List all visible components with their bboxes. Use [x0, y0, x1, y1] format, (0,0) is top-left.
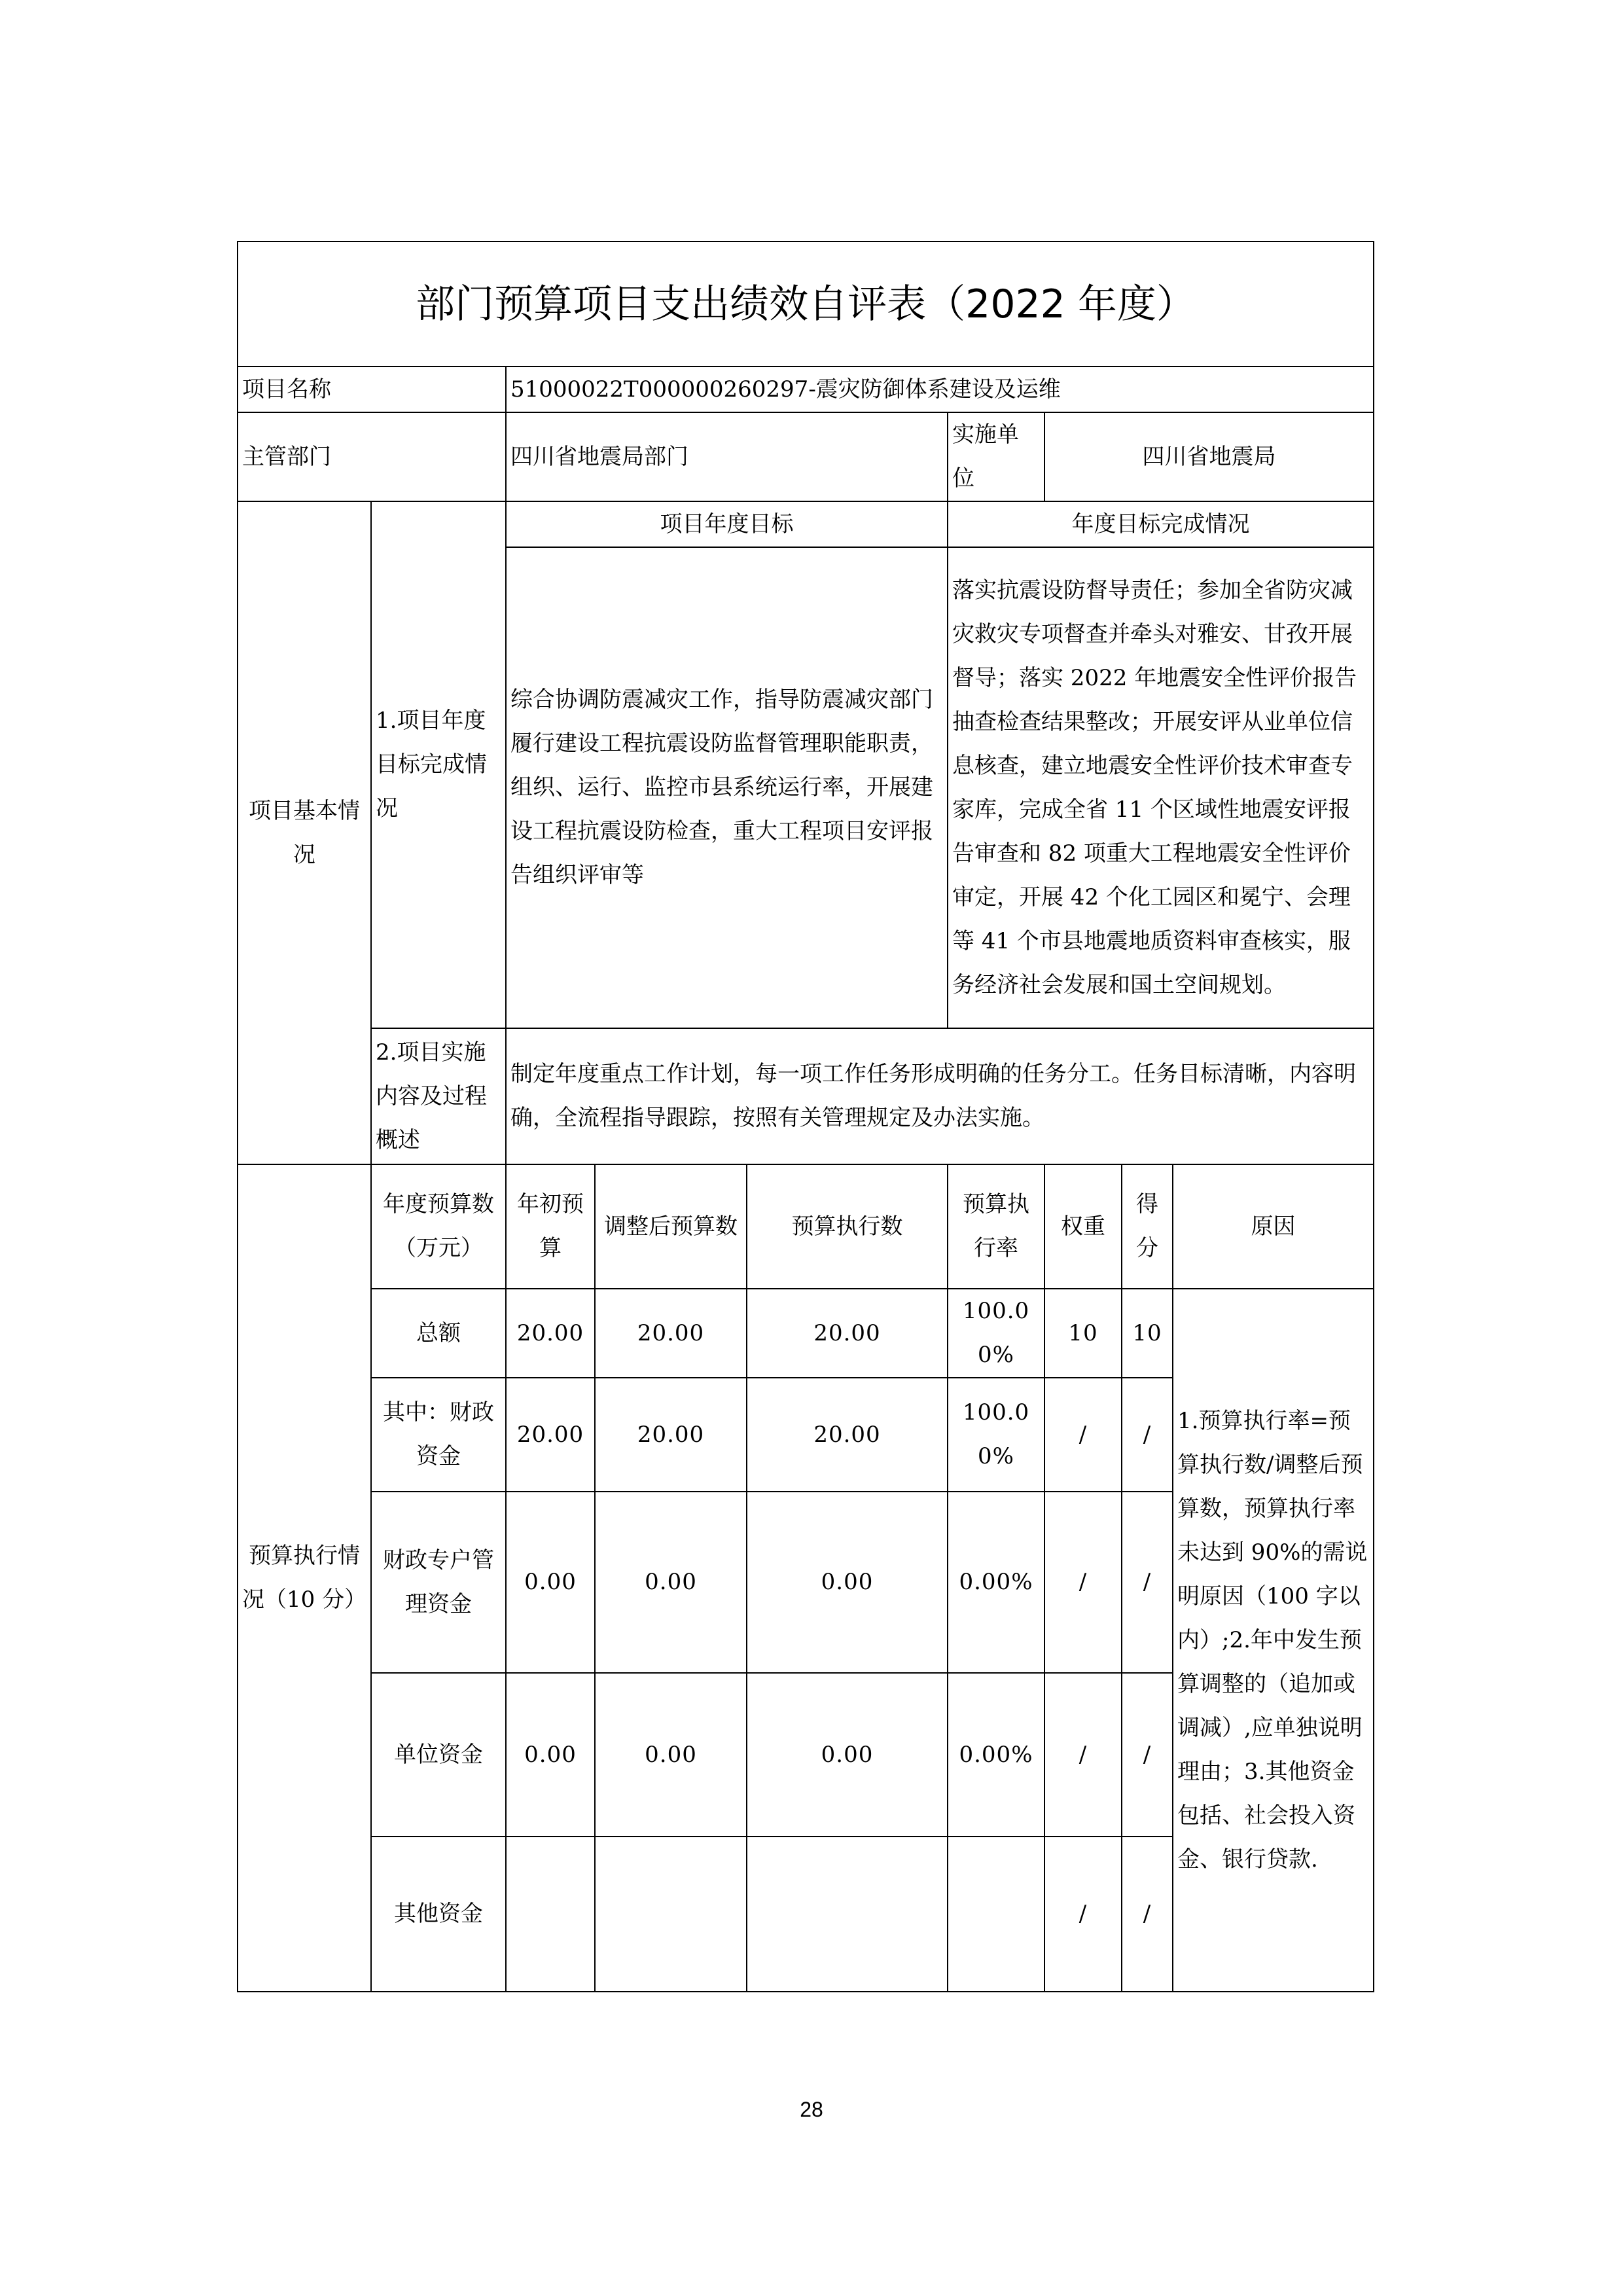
- row-executed: 20.00: [747, 1289, 948, 1378]
- row-weight: /: [1044, 1378, 1122, 1492]
- row-score: /: [1122, 1837, 1173, 1992]
- budget-header-reason: 原因: [1173, 1164, 1374, 1289]
- row-adjusted: 0.00: [595, 1492, 747, 1673]
- performance-evaluation-table: [237, 241, 1374, 1992]
- table-title: 部门预算项目支出绩效自评表（2022 年度）: [238, 242, 1374, 367]
- row-score: /: [1122, 1492, 1173, 1673]
- row-rate: 100.00%: [948, 1378, 1044, 1492]
- budget-header-rate: 预算执行率: [948, 1164, 1044, 1289]
- reason-text: 1.预算执行率=预算执行数/调整后预算数，预算执行率未达到 90%的需说明原因（100 字以内）;2.年中发生预算调整的（追加或调减）,应单独说明理由；3.其他资金包括、社会投入资金、银行贷款.: [1173, 1289, 1374, 1992]
- row-weight: /: [1044, 1837, 1122, 1992]
- goal-header: 项目年度目标: [506, 501, 948, 547]
- row-adjusted: 20.00: [595, 1289, 747, 1378]
- row-score: /: [1122, 1378, 1173, 1492]
- row-adjusted: [595, 1837, 747, 1992]
- dept-value: 四川省地震局部门: [506, 412, 948, 501]
- project-name-value: 51000022T000000260297-震灾防御体系建设及运维: [506, 367, 1374, 412]
- row-rate: 0.00%: [948, 1492, 1044, 1673]
- row-adjusted: 0.00: [595, 1673, 747, 1837]
- impl-unit-label: 实施单位: [948, 412, 1044, 501]
- row-weight: 10: [1044, 1289, 1122, 1378]
- impl-process-text: 制定年度重点工作计划，每一项工作任务形成明确的任务分工。任务目标清晰，内容明确，全流程指导跟踪，按照有关管理规定及办法实施。: [506, 1028, 1374, 1164]
- budget-header-adjusted: 调整后预算数: [595, 1164, 747, 1289]
- project-name-label: 项目名称: [238, 367, 506, 412]
- row-rate: [948, 1837, 1044, 1992]
- row-executed: 20.00: [747, 1378, 948, 1492]
- row-weight: /: [1044, 1673, 1122, 1837]
- row-label: 其中：财政资金: [371, 1378, 506, 1492]
- row-executed: 0.00: [747, 1673, 948, 1837]
- row-initial: 0.00: [506, 1492, 595, 1673]
- budget-header-weight: 权重: [1044, 1164, 1122, 1289]
- row-weight: /: [1044, 1492, 1122, 1673]
- budget-header-executed: 预算执行数: [747, 1164, 948, 1289]
- row-rate: 100.00%: [948, 1289, 1044, 1378]
- impl-process-label: 2.项目实施内容及过程概述: [371, 1028, 506, 1164]
- dept-label: 主管部门: [238, 412, 506, 501]
- row-score: 10: [1122, 1289, 1173, 1378]
- impl-unit-value: 四川省地震局: [1044, 412, 1374, 501]
- row-label: 总额: [371, 1289, 506, 1378]
- budget-header-initial: 年初预算: [506, 1164, 595, 1289]
- row-label: 财政专户管理资金: [371, 1492, 506, 1673]
- row-initial: 20.00: [506, 1378, 595, 1492]
- row-label: 其他资金: [371, 1837, 506, 1992]
- page-number: 28: [800, 2098, 823, 2121]
- row-rate: 0.00%: [948, 1673, 1044, 1837]
- row-initial: 20.00: [506, 1289, 595, 1378]
- budget-section-label: 预算执行情况（10 分）: [238, 1164, 371, 1992]
- budget-header-annual: 年度预算数（万元）: [371, 1164, 506, 1289]
- basic-section-label: 项目基本情况: [238, 501, 371, 1164]
- budget-row: [238, 1289, 1374, 1378]
- completion-header: 年度目标完成情况: [948, 501, 1374, 547]
- row-executed: [747, 1837, 948, 1992]
- goal-completion-label: 1.项目年度目标完成情况: [371, 501, 506, 1028]
- completion-text: 落实抗震设防督导责任；参加全省防灾减灾救灾专项督查并牵头对雅安、甘孜开展督导；落实 2022 年地震安全性评价报告抽查检查结果整改；开展安评从业单位信息核查，建立地震安全性评价技术审查专家库，完成全省 11 个区域性地震安评报告审查和 82 项重大工程地震安全性评价审定，开展 42 个化工园区和冕宁、会理等 41 个市县地震地质资料审查核实，服务经济社会发展和国土空间规划。: [948, 547, 1374, 1028]
- budget-header-score: 得分: [1122, 1164, 1173, 1289]
- row-adjusted: 20.00: [595, 1378, 747, 1492]
- goal-text: 综合协调防震减灾工作，指导防震减灾部门履行建设工程抗震设防监督管理职能职责，组织、运行、监控市县系统运行率，开展建设工程抗震设防检查，重大工程项目安评报告组织评审等: [506, 547, 948, 1028]
- row-initial: [506, 1837, 595, 1992]
- row-score: /: [1122, 1673, 1173, 1837]
- row-initial: 0.00: [506, 1673, 595, 1837]
- row-executed: 0.00: [747, 1492, 948, 1673]
- row-label: 单位资金: [371, 1673, 506, 1837]
